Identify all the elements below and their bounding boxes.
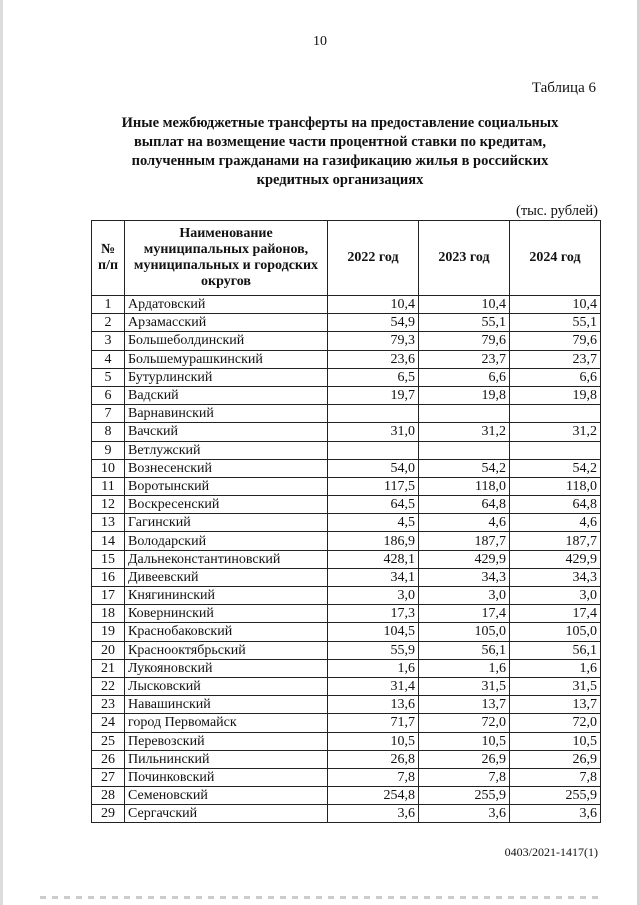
value-2024: 187,7	[510, 532, 601, 550]
table-row	[92, 477, 601, 495]
header-2024: 2024 год	[510, 221, 601, 296]
table-row	[92, 496, 601, 514]
value-2022: 23,6	[328, 350, 419, 368]
table-row	[92, 405, 601, 423]
value-2022: 1,6	[328, 659, 419, 677]
value-2022: 4,5	[328, 514, 419, 532]
row-number: 21	[92, 659, 125, 677]
value-2022: 31,0	[328, 423, 419, 441]
value-2023: 31,5	[419, 677, 510, 695]
value-2023: 105,0	[419, 623, 510, 641]
district-name: Княгининский	[125, 587, 328, 605]
value-2024: 79,6	[510, 332, 601, 350]
value-2023: 255,9	[419, 787, 510, 805]
page-number: 10	[313, 34, 327, 49]
value-2024: 13,7	[510, 696, 601, 714]
title-line: полученным гражданами на газификацию жилья в российских	[131, 153, 549, 169]
district-name: Большеболдинский	[125, 332, 328, 350]
district-name: Дивеевский	[125, 568, 328, 586]
value-2024: 56,1	[510, 641, 601, 659]
table-header-row	[92, 221, 601, 296]
value-2024: 19,8	[510, 386, 601, 404]
table-row	[92, 459, 601, 477]
table-row	[92, 714, 601, 732]
value-2024: 17,4	[510, 605, 601, 623]
district-name: Варнавинский	[125, 405, 328, 423]
row-number: 9	[92, 441, 125, 459]
transfers-table	[91, 220, 601, 823]
value-2022: 79,3	[328, 332, 419, 350]
value-2022: 17,3	[328, 605, 419, 623]
value-2023: 54,2	[419, 459, 510, 477]
document-title	[80, 114, 600, 190]
table-row	[92, 314, 601, 332]
unit-note: (тыс. рублей)	[516, 203, 598, 219]
table-label: Таблица 6	[531, 80, 596, 96]
value-2024: 34,3	[510, 568, 601, 586]
value-2022: 7,8	[328, 768, 419, 786]
value-2023: 10,5	[419, 732, 510, 750]
table-body	[92, 296, 601, 823]
table-row	[92, 623, 601, 641]
value-2024: 55,1	[510, 314, 601, 332]
value-2024: 7,8	[510, 768, 601, 786]
value-2024: 31,2	[510, 423, 601, 441]
table-row	[92, 350, 601, 368]
value-2023	[419, 405, 510, 423]
value-2022: 186,9	[328, 532, 419, 550]
value-2024: 3,6	[510, 805, 601, 823]
value-2024: 31,5	[510, 677, 601, 695]
title-line: кредитных организациях	[256, 172, 424, 188]
value-2022: 54,9	[328, 314, 419, 332]
value-2023: 4,6	[419, 514, 510, 532]
value-2022: 428,1	[328, 550, 419, 568]
value-2024: 118,0	[510, 477, 601, 495]
header-2023: 2023 год	[419, 221, 510, 296]
value-2023: 17,4	[419, 605, 510, 623]
table-row	[92, 332, 601, 350]
table-row	[92, 550, 601, 568]
row-number: 12	[92, 496, 125, 514]
value-2022	[328, 405, 419, 423]
value-2024: 3,0	[510, 587, 601, 605]
value-2023: 19,8	[419, 386, 510, 404]
value-2022: 117,5	[328, 477, 419, 495]
row-number: 25	[92, 732, 125, 750]
value-2022: 13,6	[328, 696, 419, 714]
value-2023: 79,6	[419, 332, 510, 350]
table-row	[92, 677, 601, 695]
table-row	[92, 605, 601, 623]
table-row	[92, 587, 601, 605]
row-number: 11	[92, 477, 125, 495]
value-2023: 10,4	[419, 296, 510, 314]
value-2023	[419, 441, 510, 459]
district-name: Вачский	[125, 423, 328, 441]
value-2023: 31,2	[419, 423, 510, 441]
row-number: 14	[92, 532, 125, 550]
row-number: 18	[92, 605, 125, 623]
value-2022: 3,0	[328, 587, 419, 605]
value-2022: 31,4	[328, 677, 419, 695]
table-row	[92, 659, 601, 677]
value-2024	[510, 441, 601, 459]
value-2024: 4,6	[510, 514, 601, 532]
row-number: 23	[92, 696, 125, 714]
value-2024: 54,2	[510, 459, 601, 477]
row-number: 22	[92, 677, 125, 695]
row-number: 5	[92, 368, 125, 386]
value-2023: 13,7	[419, 696, 510, 714]
value-2022: 19,7	[328, 386, 419, 404]
row-number: 13	[92, 514, 125, 532]
table-row	[92, 750, 601, 768]
district-name: Ардатовский	[125, 296, 328, 314]
row-number: 8	[92, 423, 125, 441]
row-number: 20	[92, 641, 125, 659]
district-name: Бутурлинский	[125, 368, 328, 386]
row-number: 16	[92, 568, 125, 586]
table-row	[92, 805, 601, 823]
district-name: Лукояновский	[125, 659, 328, 677]
header-name: Наименование муниципальных районов, муниципальных и городских округов	[125, 221, 328, 296]
table-row	[92, 386, 601, 404]
value-2022: 3,6	[328, 805, 419, 823]
value-2023: 187,7	[419, 532, 510, 550]
table-row	[92, 696, 601, 714]
value-2023: 23,7	[419, 350, 510, 368]
row-number: 26	[92, 750, 125, 768]
district-name: Вознесенский	[125, 459, 328, 477]
value-2024: 10,5	[510, 732, 601, 750]
title-line: выплат на возмещение части процентной ставки по кредитам,	[133, 134, 547, 150]
header-num: № п/п	[92, 221, 125, 296]
district-name: Ветлужский	[125, 441, 328, 459]
district-name: Арзамасский	[125, 314, 328, 332]
value-2023: 118,0	[419, 477, 510, 495]
row-number: 15	[92, 550, 125, 568]
district-name: Дальнеконстантиновский	[125, 550, 328, 568]
value-2024: 1,6	[510, 659, 601, 677]
table-row	[92, 514, 601, 532]
district-name: Пильнинский	[125, 750, 328, 768]
value-2024	[510, 405, 601, 423]
district-name: город Первомайск	[125, 714, 328, 732]
row-number: 4	[92, 350, 125, 368]
district-name: Починковский	[125, 768, 328, 786]
value-2022: 104,5	[328, 623, 419, 641]
table-row	[92, 787, 601, 805]
document-code: 0403/2021-1417(1)	[504, 845, 598, 859]
table-row	[92, 368, 601, 386]
table-row	[92, 732, 601, 750]
value-2024: 6,6	[510, 368, 601, 386]
district-name: Краснооктябрьский	[125, 641, 328, 659]
table-row	[92, 441, 601, 459]
table-row	[92, 423, 601, 441]
row-number: 10	[92, 459, 125, 477]
value-2023: 34,3	[419, 568, 510, 586]
district-name: Сергачский	[125, 805, 328, 823]
district-name: Гагинский	[125, 514, 328, 532]
district-name: Воротынский	[125, 477, 328, 495]
district-name: Вадский	[125, 386, 328, 404]
district-name: Навашинский	[125, 696, 328, 714]
value-2024: 10,4	[510, 296, 601, 314]
value-2022: 254,8	[328, 787, 419, 805]
value-2022	[328, 441, 419, 459]
district-name: Большемурашкинский	[125, 350, 328, 368]
value-2022: 71,7	[328, 714, 419, 732]
title-line: Иные межбюджетные трансферты на предоставление социальных	[121, 115, 559, 131]
value-2023: 429,9	[419, 550, 510, 568]
scan-left-edge	[0, 0, 3, 905]
value-2022: 10,4	[328, 296, 419, 314]
value-2022: 10,5	[328, 732, 419, 750]
district-name: Володарский	[125, 532, 328, 550]
row-number: 29	[92, 805, 125, 823]
value-2023: 56,1	[419, 641, 510, 659]
row-number: 17	[92, 587, 125, 605]
district-name: Лысковский	[125, 677, 328, 695]
value-2023: 64,8	[419, 496, 510, 514]
value-2022: 54,0	[328, 459, 419, 477]
value-2022: 34,1	[328, 568, 419, 586]
value-2023: 26,9	[419, 750, 510, 768]
district-name: Воскресенский	[125, 496, 328, 514]
row-number: 28	[92, 787, 125, 805]
district-name: Краснобаковский	[125, 623, 328, 641]
row-number: 2	[92, 314, 125, 332]
table-row	[92, 532, 601, 550]
value-2024: 105,0	[510, 623, 601, 641]
value-2023: 7,8	[419, 768, 510, 786]
district-name: Перевозский	[125, 732, 328, 750]
row-number: 27	[92, 768, 125, 786]
row-number: 7	[92, 405, 125, 423]
value-2024: 255,9	[510, 787, 601, 805]
scan-bottom-artifact	[40, 896, 600, 899]
value-2024: 72,0	[510, 714, 601, 732]
value-2022: 55,9	[328, 641, 419, 659]
table-row	[92, 296, 601, 314]
table-row	[92, 768, 601, 786]
value-2022: 64,5	[328, 496, 419, 514]
value-2023: 1,6	[419, 659, 510, 677]
value-2024: 23,7	[510, 350, 601, 368]
row-number: 6	[92, 386, 125, 404]
table-row	[92, 568, 601, 586]
value-2022: 26,8	[328, 750, 419, 768]
district-name: Семеновский	[125, 787, 328, 805]
value-2023: 3,6	[419, 805, 510, 823]
value-2023: 55,1	[419, 314, 510, 332]
value-2024: 429,9	[510, 550, 601, 568]
value-2023: 72,0	[419, 714, 510, 732]
row-number: 1	[92, 296, 125, 314]
row-number: 3	[92, 332, 125, 350]
value-2022: 6,5	[328, 368, 419, 386]
value-2023: 3,0	[419, 587, 510, 605]
value-2024: 26,9	[510, 750, 601, 768]
header-2022: 2022 год	[328, 221, 419, 296]
value-2024: 64,8	[510, 496, 601, 514]
row-number: 19	[92, 623, 125, 641]
row-number: 24	[92, 714, 125, 732]
district-name: Ковернинский	[125, 605, 328, 623]
table-row	[92, 641, 601, 659]
value-2023: 6,6	[419, 368, 510, 386]
